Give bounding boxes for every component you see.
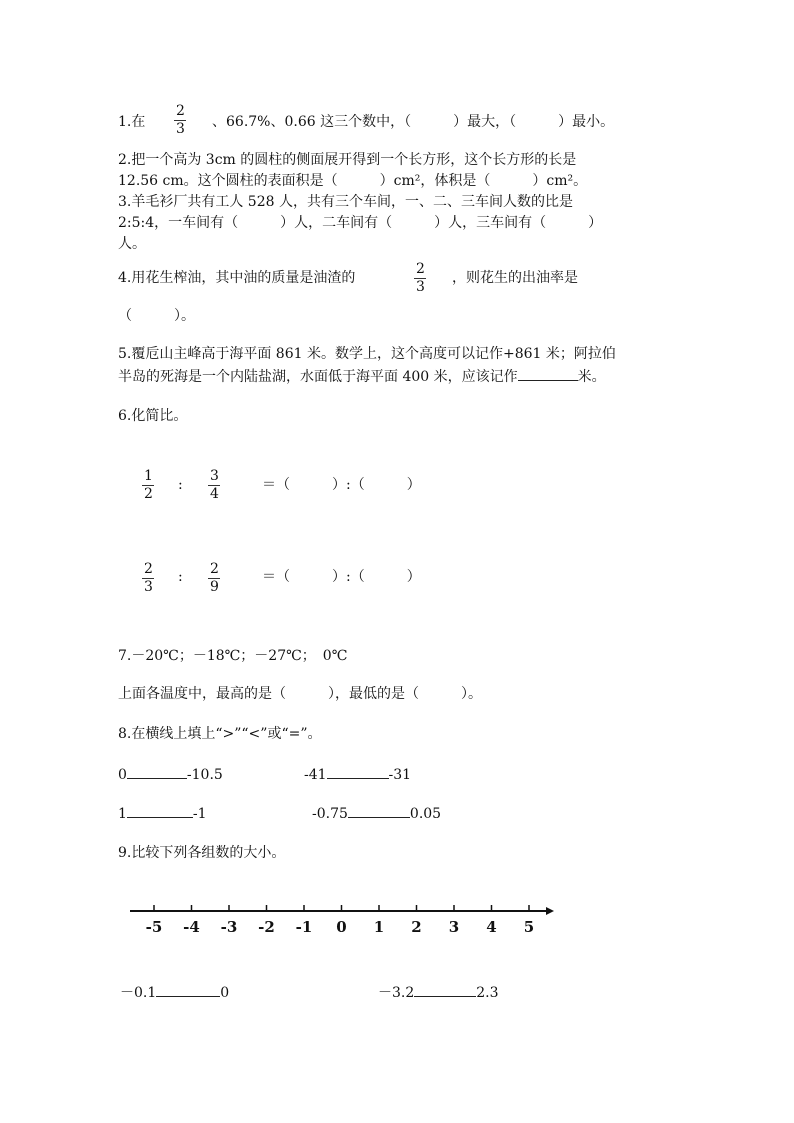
q6-row2-fraction-2 [208, 562, 221, 595]
q3-line-1: 3.羊毛衫厂共有工人 528 人，共有三个车间，一、二、三车间人数的比是 [118, 194, 573, 210]
q4-text-b: ，则花生的出油率是 [452, 270, 578, 286]
q6-row2-colon: : [178, 569, 183, 585]
q1-fraction-numerator: 2 [176, 103, 185, 119]
number-line-label: 2 [411, 918, 422, 936]
q4-text-a: 4.用花生榨油，其中油的质量是油渣的 [118, 270, 356, 286]
number-line-label: 1 [373, 918, 385, 936]
denominator: 4 [210, 486, 219, 502]
q8-item-right: -10.5 [186, 767, 223, 783]
q8-item-left: -41 [304, 767, 327, 783]
q8-item-left: 0 [118, 767, 127, 783]
number-line-label: -4 [183, 918, 200, 936]
q6-row1-answer[interactable]: ＝（ ）:（ ） [262, 477, 421, 493]
q8-item-left: -0.75 [312, 806, 348, 822]
numerator: 1 [144, 468, 153, 484]
number-line-label: -2 [258, 918, 275, 936]
number-line-label: -3 [220, 918, 238, 936]
q4-line-2: （ ）。 [118, 308, 195, 324]
number-line-label: -1 [295, 918, 313, 936]
q9-item-right: 0 [220, 985, 230, 1001]
number-line [126, 900, 558, 920]
q9-item-right: 2.3 [476, 985, 499, 1001]
q1-text-a: 1.在 [118, 114, 146, 130]
q7-line-1: 7.－20℃；－18℃；－27℃； 0℃ [118, 648, 348, 664]
q8-title: 8.在横线上填上“>”“<”或“=”。 [118, 726, 322, 742]
q9-item-1 [120, 982, 229, 1003]
q1-fraction [174, 104, 187, 137]
q9-item-left: －3.2 [378, 985, 415, 1001]
answer-blank[interactable] [414, 982, 476, 997]
q8-item-right: 0.05 [409, 806, 442, 822]
q2-line-1: 2.把一个高为 3cm 的圆柱的侧面展开得到一个长方形，这个长方形的长是 [118, 152, 577, 168]
q3-line-3: 人。 [118, 236, 146, 252]
numerator: 2 [144, 561, 153, 577]
q7-line-2: 上面各温度中，最高的是（ ），最低的是（ ）。 [118, 686, 482, 702]
q2-line-2: 12.56 cm。这个圆柱的表面积是（ ）cm²，体积是（ ）cm²。 [118, 173, 588, 189]
q4-fraction-numerator: 2 [416, 261, 425, 277]
q6-row1-fraction-1 [142, 469, 155, 502]
q6-title: 6.化简比。 [118, 408, 188, 424]
denominator: 3 [144, 579, 153, 595]
q5-line-1: 5.覆卮山主峰高于海平面 861 米。数学上，这个高度可以记作+861 米；阿拉伯 [118, 346, 616, 362]
number-line-label: 3 [448, 918, 460, 936]
q5-line-2 [118, 366, 606, 387]
q1-fraction-denominator: 3 [176, 121, 185, 137]
q4-fraction [414, 262, 427, 295]
q6-row1-fraction-2 [208, 469, 221, 502]
numerator: 3 [210, 468, 219, 484]
q4-fraction-denominator: 3 [416, 279, 425, 295]
number-line-label: 5 [523, 918, 535, 936]
q6-row2-answer[interactable]: ＝（ ）:（ ） [262, 569, 421, 585]
q8-item-4 [312, 803, 441, 824]
q9-item-left: －0.1 [120, 985, 157, 1001]
q9-item-2 [378, 982, 499, 1003]
q5-line-2-unit: 米。 [577, 369, 606, 385]
q8-item-left: 1 [118, 806, 127, 822]
answer-blank[interactable] [127, 764, 187, 779]
answer-blank[interactable] [156, 982, 220, 997]
q1-text-b: 、66.7%、0.66 这三个数中，（ ）最大，（ ）最小。 [212, 114, 615, 130]
answer-blank[interactable] [348, 803, 410, 818]
q6-row2-fraction-1 [142, 562, 155, 595]
number-line-label: 0 [336, 918, 347, 936]
q3-line-2: 2:5:4，一车间有（ ）人，二车间有（ ）人，三车间有（ ） [118, 215, 603, 231]
q5-line-2-text: 半岛的死海是一个内陆盐湖，水面低于海平面 400 米，应该记作 [118, 369, 518, 385]
number-line-label: -5 [145, 918, 163, 936]
q6-row1-colon: : [178, 477, 183, 493]
number-line-arrow [546, 907, 554, 915]
q8-item-right: -31 [388, 767, 412, 783]
q9-title: 9.比较下列各组数的大小。 [118, 845, 286, 861]
q8-item-right: -1 [192, 806, 207, 822]
answer-blank[interactable] [327, 764, 389, 779]
numerator: 2 [210, 561, 219, 577]
answer-blank[interactable] [127, 803, 193, 818]
q8-item-1 [118, 764, 223, 785]
q8-item-3 [118, 803, 207, 824]
denominator: 9 [210, 579, 219, 595]
q8-item-2 [304, 764, 411, 785]
denominator: 2 [144, 486, 153, 502]
number-line-label: 4 [486, 918, 497, 936]
answer-blank[interactable] [518, 366, 578, 381]
